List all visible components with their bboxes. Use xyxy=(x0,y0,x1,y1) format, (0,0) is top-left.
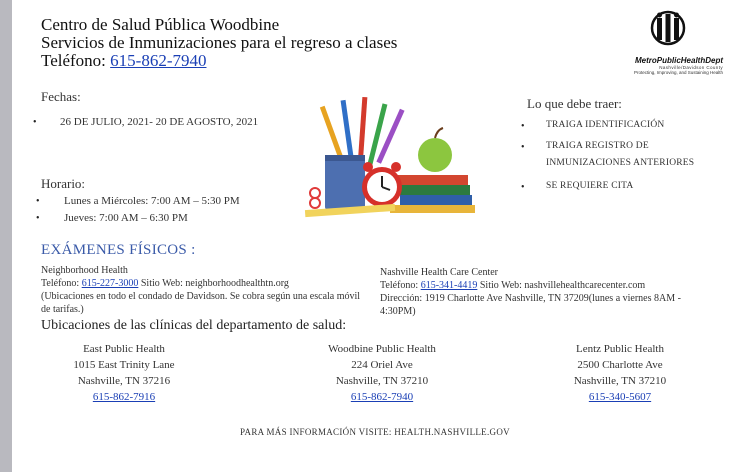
clinic-name: Woodbine Public Health xyxy=(328,343,436,355)
bring-bullet-icon: • xyxy=(521,121,525,132)
header-line1: Centro de Salud Pública Woodbine xyxy=(41,15,280,34)
logo-name: MetroPublicHealthDept xyxy=(634,56,723,65)
physicals-left-phone-label: Teléfono: xyxy=(41,278,80,289)
clinic-street: 2500 Charlotte Ave xyxy=(577,359,663,371)
hours-item-mon-wed: Lunes a Miércoles: 7:00 AM – 5:30 PM xyxy=(64,195,240,207)
header-title xyxy=(41,16,397,70)
header-phone-label: Teléfono: xyxy=(41,51,106,70)
clinic-city: Nashville, TN 37216 xyxy=(77,375,171,387)
clinic-lentz xyxy=(540,341,700,405)
bring-bullet-icon: • xyxy=(521,142,525,153)
physicals-left-block xyxy=(41,264,371,316)
clinic-city: Nashville, TN 37210 xyxy=(573,375,667,387)
clinic-phone-link[interactable]: 615-862-7916 xyxy=(92,391,156,403)
hours-bullet-icon: • xyxy=(36,213,40,224)
dates-heading: Fechas: xyxy=(41,89,81,104)
clinic-name: Lentz Public Health xyxy=(576,343,664,355)
clinic-street: 224 Oriel Ave xyxy=(351,359,413,371)
clinic-east xyxy=(44,341,204,405)
bring-item-records: TRAIGA REGISTRO DE xyxy=(546,141,649,151)
hours-bullet-icon: • xyxy=(36,196,40,207)
hours-item-thu: Jueves: 7:00 AM – 6:30 PM xyxy=(64,212,188,224)
footer-info: PARA MÁS INFORMACIÓN VISITE: HEALTH.NASHVILLE.GOV xyxy=(240,427,510,437)
logo-sub: Nashville/Davidson County xyxy=(659,65,723,70)
physicals-right-contact xyxy=(380,279,715,292)
physicals-right-block xyxy=(380,266,715,318)
physicals-right-name: Nashville Health Care Center xyxy=(380,267,499,278)
physicals-left-phone-link[interactable]: 615-227-3000 xyxy=(81,278,139,289)
dates-bullet-icon: • xyxy=(33,117,37,128)
physicals-right-web: Sitio Web: nashvillehealthcarecenter.com xyxy=(479,280,646,291)
logo-emblem-icon xyxy=(623,10,723,50)
clinic-street: 1015 East Trinity Lane xyxy=(73,359,175,371)
physicals-left-name: Neighborhood Health xyxy=(41,265,128,276)
clinic-phone-link[interactable]: 615-862-7940 xyxy=(350,391,414,403)
clinic-city: Nashville, TN 37210 xyxy=(335,375,429,387)
physicals-left-contact xyxy=(41,277,371,290)
bring-item-appointment: SE REQUIERE CITA xyxy=(546,181,634,191)
physicals-right-phone-label: Teléfono: xyxy=(380,280,419,291)
metro-public-health-logo xyxy=(623,10,723,75)
header-phone-link[interactable]: 615-862-7940 xyxy=(110,51,207,70)
left-border-bar xyxy=(0,0,12,472)
physicals-left-web: Sitio Web: neighborhoodhealthtn.org xyxy=(140,278,289,289)
bring-item-id: TRAIGA IDENTIFICACIÓN xyxy=(546,120,665,130)
physicals-heading: EXÁMENES FÍSICOS : xyxy=(41,242,196,258)
bring-item-records-cont: INMUNIZACIONES ANTERIORES xyxy=(546,158,695,168)
clinic-phone-link[interactable]: 615-340-5607 xyxy=(588,391,652,403)
physicals-right-address: Dirección: 1919 Charlotte Ave Nashville, TN 37209(lunes a viernes 8AM - 4:30PM) xyxy=(380,293,681,317)
clinic-woodbine xyxy=(302,341,462,405)
hours-heading: Horario: xyxy=(41,176,86,191)
school-supplies-illustration xyxy=(300,95,480,225)
header-phone-row xyxy=(41,52,397,70)
bring-bullet-icon: • xyxy=(521,182,525,193)
logo-tagline: Protecting, Improving, and Sustaining Health xyxy=(633,70,723,75)
locations-heading: Ubicaciones de las clínicas del departamento de salud: xyxy=(41,318,347,333)
clinic-name: East Public Health xyxy=(83,343,165,355)
dates-item: 26 DE JULIO, 2021- 20 DE AGOSTO, 2021 xyxy=(60,116,259,128)
header-line2: Servicios de Inmunizaciones para el regreso a clases xyxy=(41,33,398,52)
bring-heading: Lo que debe traer: xyxy=(527,96,622,111)
physicals-left-note: (Ubicaciones en todo el condado de Davidson. Se cobra según una escala móvil de tarifas.) xyxy=(41,291,361,315)
physicals-right-phone-link[interactable]: 615-341-4419 xyxy=(420,280,478,291)
